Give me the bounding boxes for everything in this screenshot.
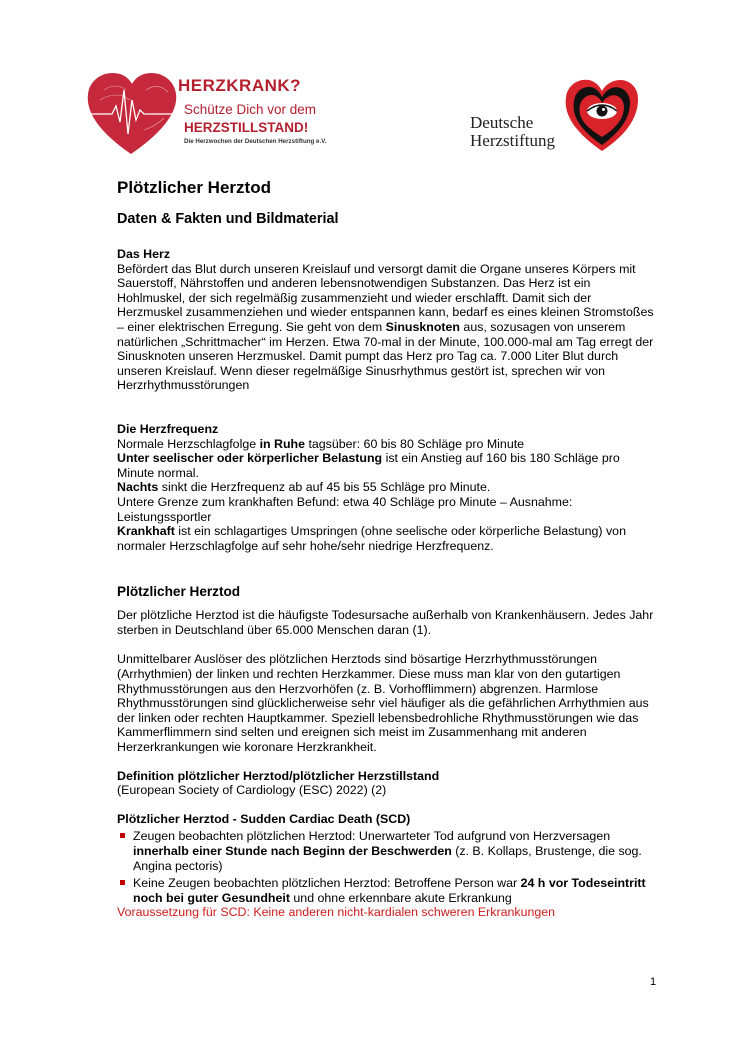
frequenz-line-2	[117, 451, 657, 480]
text-run: ist ein schlagartiges Umspringen (ohne seelische oder körperliche Belastung) von normaler Herzschlagfolge auf sehr hohe/sehr niedrige Herzfrequenz.	[117, 524, 626, 553]
frequenz-line-1	[117, 437, 657, 452]
logo-right-line-1: Deutsche	[470, 113, 534, 132]
document-body	[117, 178, 657, 920]
text-run: tagsüber: 60 bis 80 Schläge pro Minute	[305, 436, 525, 451]
bold-run: 24 h vor Todeseintritt noch bei guter Gesundheit	[133, 876, 646, 905]
definition-source: (European Society of Cardiology (ESC) 2022) (2)	[117, 783, 387, 798]
frequenz-line-5	[117, 524, 657, 553]
frequenz-line-3	[117, 480, 657, 495]
section-heading-herz: Das Herz	[117, 247, 171, 261]
logo-line-1: HERZKRANK?	[178, 76, 302, 95]
text-run: sinkt die Herzfrequenz ab auf 45 bis 55 Schläge pro Minute.	[158, 480, 491, 495]
text-run: und ohne erkennbare akute Erkrankung	[289, 890, 512, 905]
section-heading-definition: Definition plötzlicher Herztod/plötzlicher Herzstillstand	[117, 768, 440, 783]
heart-eye-icon	[562, 75, 642, 155]
scd-note: Voraussetzung für SCD: Keine anderen nicht-kardialen schweren Erkrankungen	[117, 905, 556, 920]
logo-line-2: Schütze Dich vor dem	[184, 102, 317, 117]
section-heading-herzfrequenz: Die Herzfrequenz	[117, 421, 219, 436]
paragraph-herztod-2: Unmittelbarer Auslöser des plötzlichen Herztods sind bösartige Herzrhythmusstörungen (Arrhythmien) der linken und rechten Herzkammer. Diese muss man klar von den gutartigen Rhythmusstörungen aus den Herzvorhöfen (z. B. Vorhofflimmern) abgrenzen. Harmlose Rhythmusstörungen sind glücklicherweise sehr viel häufiger als die gefährlichen Arrhythmien aus der linken oder rechten Hauptkammer. Speziell lebensbedrohliche Rhythmusstörungen wie das Kammerflimmern sind selten und ereignen sich meist im Zusammenhang mit anderen Herzerkrankungen wie koronare Herzkrankheit.	[117, 652, 649, 755]
text-run: Zeugen beobachten plötzlichen Herztod: Unerwarteter Tod aufgrund von Herzversagen	[133, 829, 611, 844]
text-run: (z. B. Kollaps, Brustenge, die sog. Angina pectoris)	[133, 844, 642, 873]
frequenz-line-4: Untere Grenze zum krankhaften Befund: etwa 40 Schläge pro Minute – Ausnahme: Leistungssportler	[117, 494, 573, 524]
herzwochen-logo	[86, 70, 344, 156]
bold-run: Unter seelischer oder körperlicher Belastung	[117, 451, 383, 466]
bold-run: Sinusknoten	[385, 319, 460, 334]
bold-run: in Ruhe	[259, 436, 305, 451]
text-run: ist ein Anstieg auf 160 bis 180 Schläge pro Minute normal.	[117, 451, 620, 480]
deutsche-herzstiftung-logo	[470, 75, 645, 155]
bold-run: innerhalb einer Stunde nach Beginn der Beschwerden	[133, 844, 452, 858]
page-title: Plötzlicher Herztod	[117, 178, 271, 197]
logo-right-line-2: Herzstiftung	[470, 131, 555, 150]
paragraph-herztod-1: Der plötzliche Herztod ist die häufigste Todesursache außerhalb von Krankenhäusern. Jedes Jahr sterben in Deutschland über 65.000 Menschen daran (1).	[117, 608, 654, 637]
text-run: aus, sozusagen von unserem natürlichen „Schrittmacher“ im Herzen. Etwa 70-mal in der Minute, 100.000-mal am Tag erregt der Sinusknoten unseren Herzmuskel. Damit pumpt das Herz pro Tag ca. 7.000 Liter Blut durch unseren Kreislauf. Wenn dieser regelmäßige Sinusrhythmus gestört ist, sprechen wir von Herzrhythmusstörungen	[117, 319, 654, 393]
bold-run: Krankhaft	[117, 524, 175, 539]
logo-line-3: HERZSTILLSTAND!	[184, 120, 309, 135]
text-run: Normale Herzschlagfolge	[117, 436, 260, 451]
paragraph-herz	[117, 262, 657, 393]
section-heading-scd: Plötzlicher Herztod - Sudden Cardiac Death (SCD)	[117, 811, 411, 826]
bold-run: Nachts	[117, 480, 159, 495]
page-number: 1	[650, 976, 657, 988]
text-run: Befördert das Blut durch unseren Kreislauf und versorgt damit die Organe unseres Körpers mit Sauerstoff, Nährstoffen und anderen lebensnotwendigen Substanzen. Das Herz ist ein Hohlmuskel, der sich regelmäßig zusammenzieht und wieder erschlafft. Damit sich der Herzmuskel zusammenziehen und wieder entspannen kann, bedarf es eines kleinen Stromstoßes – einer elektrischen Erregung. Sie geht von dem	[117, 261, 654, 334]
page-subtitle: Daten & Fakten und Bildmaterial	[117, 211, 339, 227]
scd-bullet-list	[117, 829, 657, 905]
text-run: Keine Zeugen beobachten plötzlichen Herztod: Betroffene Person war	[133, 876, 521, 891]
list-item	[133, 829, 657, 873]
section-heading-herztod: Plötzlicher Herztod	[117, 584, 241, 600]
logo-line-4: Die Herzwochen der Deutschen Herzstiftung e.V.	[184, 138, 327, 145]
list-item	[133, 876, 657, 905]
